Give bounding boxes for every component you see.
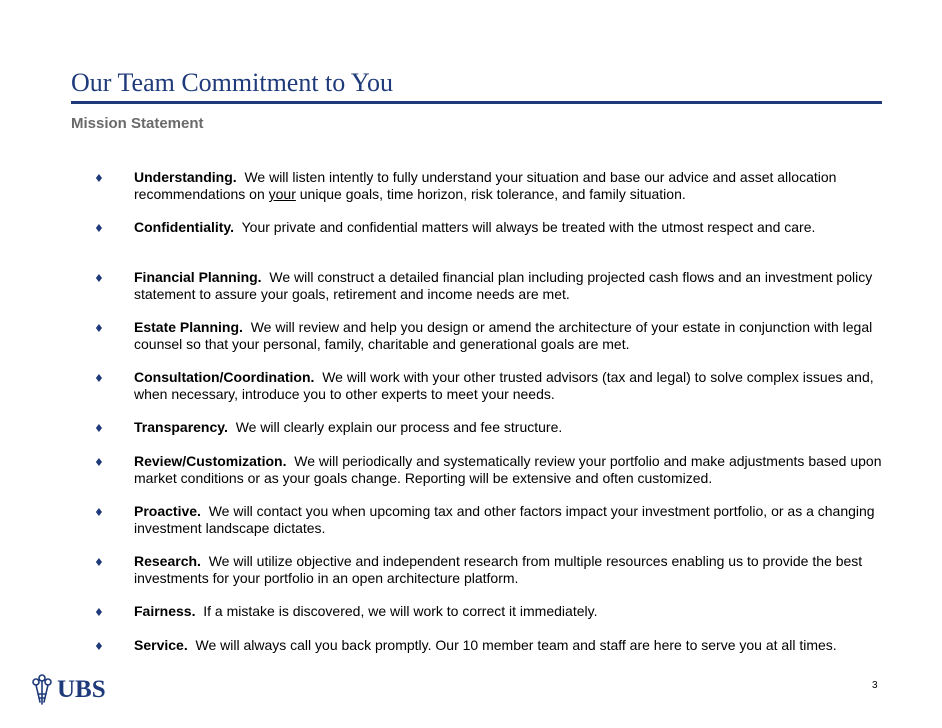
item-text (134, 169, 886, 203)
page-title: Our Team Commitment to You (71, 68, 393, 97)
item-body-start: We will listen intently to fully understand your situation and base our advice and asset allocation recommendations on (134, 169, 837, 202)
item-text (134, 453, 886, 487)
section-subtitle: Mission Statement (71, 115, 204, 132)
item-body: We will work with your other trusted advisors (tax and legal) to solve complex issues and, when necessary, introduce you to other experts to meet your needs. (134, 369, 874, 402)
item-body: We will utilize objective and independent research from multiple resources enabling us to provide the best investments for your portfolio in an open architecture platform. (134, 553, 863, 586)
item-heading: Estate Planning. (134, 319, 243, 335)
item-body: We will periodically and systematically review your portfolio and make adjustments based upon market conditions or as your goals change. Reporting will be extensive and often customized. (134, 453, 882, 486)
item-text (134, 419, 886, 436)
item-body-end: unique goals, time horizon, risk tolerance, and family situation. (295, 186, 686, 202)
item-text (134, 219, 886, 236)
diamond-bullet-icon: ♦ (94, 322, 104, 335)
page-number: 3 (872, 680, 878, 691)
diamond-bullet-icon: ♦ (94, 556, 104, 569)
item-heading: Service. (134, 637, 188, 653)
item-body: We will construct a detailed financial plan including projected cash flows and an investment policy statement to assure your goals, retirement and income needs are met. (134, 269, 873, 302)
item-heading: Transparency. (134, 419, 228, 435)
item-text (134, 603, 886, 620)
item-body: We will always call you back promptly. Our 10 member team and staff are here to serve you at all times. (195, 637, 837, 653)
diamond-bullet-icon: ♦ (94, 506, 104, 519)
item-text (134, 319, 886, 353)
diamond-bullet-icon: ♦ (94, 272, 104, 285)
diamond-bullet-icon: ♦ (94, 422, 104, 435)
item-heading: Confidentiality. (134, 219, 235, 235)
item-heading: Consultation/Coordination. (134, 369, 315, 385)
item-heading: Fairness. (134, 603, 196, 619)
item-body-emphasis: your (268, 186, 296, 202)
diamond-bullet-icon: ♦ (94, 456, 104, 469)
item-body: We will review and help you design or amend the architecture of your estate in conjunction with legal counsel so that your personal, family, charitable and generational goals are met. (134, 319, 873, 352)
ubs-logo-text: UBS (57, 676, 106, 703)
diamond-bullet-icon: ♦ (94, 372, 104, 385)
item-text (134, 553, 886, 587)
diamond-bullet-icon: ♦ (94, 640, 104, 653)
item-text (134, 637, 886, 654)
item-body: Your private and confidential matters will always be treated with the utmost respect and care. (241, 219, 816, 235)
item-body: If a mistake is discovered, we will work to correct it immediately. (203, 603, 598, 619)
item-body: We will contact you when upcoming tax and other factors impact your investment portfolio, or as a changing investment landscape dictates. (134, 503, 875, 536)
item-heading: Understanding. (134, 169, 237, 185)
item-body: We will clearly explain our process and fee structure. (235, 419, 563, 435)
item-text (134, 503, 886, 537)
item-heading: Review/Customization. (134, 453, 287, 469)
item-text (134, 269, 886, 303)
item-heading: Proactive. (134, 503, 201, 519)
item-heading: Research. (134, 553, 201, 569)
item-text (134, 369, 886, 403)
diamond-bullet-icon: ♦ (94, 222, 104, 235)
diamond-bullet-icon: ♦ (94, 172, 104, 185)
item-heading: Financial Planning. (134, 269, 262, 285)
diamond-bullet-icon: ♦ (94, 606, 104, 619)
